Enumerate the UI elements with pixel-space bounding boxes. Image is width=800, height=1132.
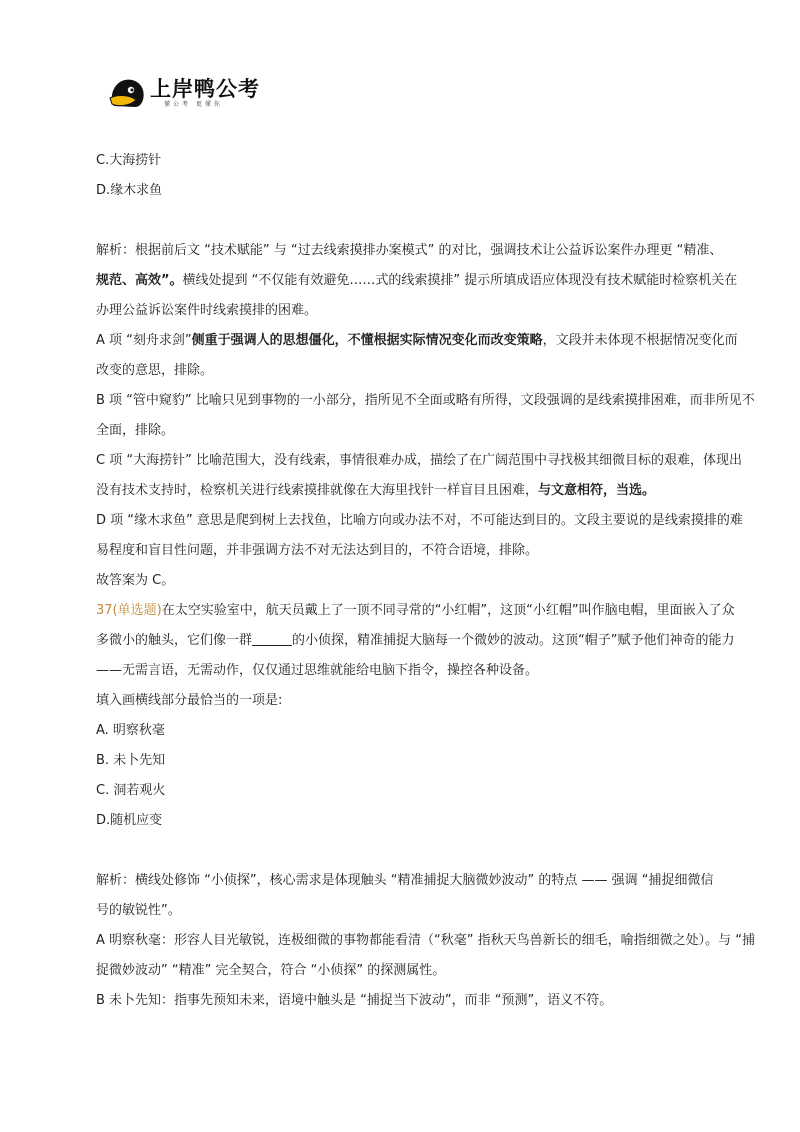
analysis-text: 号的敏锐性”。 xyxy=(96,903,181,918)
analysis-option-b: 全面，排除。 xyxy=(96,423,175,438)
analysis-option-b: B 项 “管中窥豹” 比喻只见到事物的一小部分，指所见不全面或略有所得，文段强调的是线索摸排困难，而非所见不 xyxy=(96,393,755,408)
analysis-option-c: C 项 “大海捞针” 比喻范围大，没有线索，事情很难办成，描绘了在广阔范围中寻找极其细微目标的艰难，体现出 xyxy=(96,453,742,468)
answer-text: 故答案为 C。 xyxy=(96,573,175,588)
option-a: A. 明察秋毫 xyxy=(96,723,165,738)
analysis-option-d: D 项 “缘木求鱼” 意思是爬到树上去找鱼，比喻方向或办法不对，不可能达到目的。文段主要说的是线索摸排的难 xyxy=(96,513,743,528)
analysis-option-d: 易程度和盲目性问题，并非强调方法不对无法达到目的，不符合语境，排除。 xyxy=(96,543,539,558)
analysis-option-a: 改变的意思，排除。 xyxy=(96,363,214,378)
analysis-option-a: A 项 “刻舟求剑”侧重于强调人的思想僵化，不懂根据实际情况变化而改变策略，文段并未体现不根据情况变化而 xyxy=(96,333,738,348)
duck-icon xyxy=(108,76,146,110)
option-b: B. 未卜先知 xyxy=(96,753,166,768)
question-prompt: 填入画横线部分最恰当的一项是: xyxy=(96,693,283,708)
logo-slogan: 懂公考 更懂你 xyxy=(164,101,223,108)
option-d: D.随机应变 xyxy=(96,813,163,828)
analysis-option-a: A 明察秋毫：形容人目光敏锐，连极细微的事物都能看清（“秋毫” 指秋天鸟兽新长的细毛，喻指细微之处）。与 “捕 xyxy=(96,933,755,948)
prev-option-d: D.缘木求鱼 xyxy=(96,183,163,198)
question-number: 37(单选题) xyxy=(96,603,162,618)
brand-logo xyxy=(108,76,260,110)
document-body xyxy=(96,146,755,1016)
analysis-option-a: 捉微妙波动” “精准” 完全契合，符合 “小侦探” 的探测属性。 xyxy=(96,963,446,978)
fill-blank xyxy=(252,631,292,646)
question-stem: ——无需言语，无需动作，仅仅通过思维就能给电脑下指令，操控各种设备。 xyxy=(96,663,539,678)
analysis-text: 解析：根据前后文 “技术赋能” 与 “过去线索摸排办案模式” 的对比，强调技术让公益诉讼案件办理更 “精准、 xyxy=(96,243,723,258)
analysis-text: 办理公益诉讼案件时线索摸排的困难。 xyxy=(96,303,318,318)
prev-option-c: C.大海捞针 xyxy=(96,153,162,168)
question-stem: 37(单选题)在太空实验室中，航天员戴上了一顶不同寻常的“小红帽”，这顶“小红帽”叫作脑电帽，里面嵌入了众 xyxy=(96,603,735,618)
analysis-option-c: 没有技术支持时，检察机关进行线索摸排就像在大海里找针一样盲目且困难，与文意相符，当选。 xyxy=(96,483,656,498)
option-c: C. 洞若观火 xyxy=(96,783,166,798)
analysis-text: 规范、高效”。横线处提到 “不仅能有效避免……式的线索摸排” 提示所填成语应体现没有技术赋能时检察机关在 xyxy=(96,273,738,288)
logo-name: 上岸鸭公考 xyxy=(150,77,260,101)
analysis-text: 解析：横线处修饰 “小侦探”，核心需求是体现触头 “精准捕捉大脑微妙波动” 的特点 —— 强调 “捕捉细微信 xyxy=(96,873,714,888)
analysis-option-b: B 未卜先知：指事先预知未来，语境中触头是 “捕捉当下波动”，而非 “预测”，语义不符。 xyxy=(96,993,613,1008)
question-stem: 多微小的触头，它们像一群 的小侦探，精准捕捉大脑每一个微妙的波动。这顶“帽子”赋予他们神奇的能力 xyxy=(96,633,735,648)
